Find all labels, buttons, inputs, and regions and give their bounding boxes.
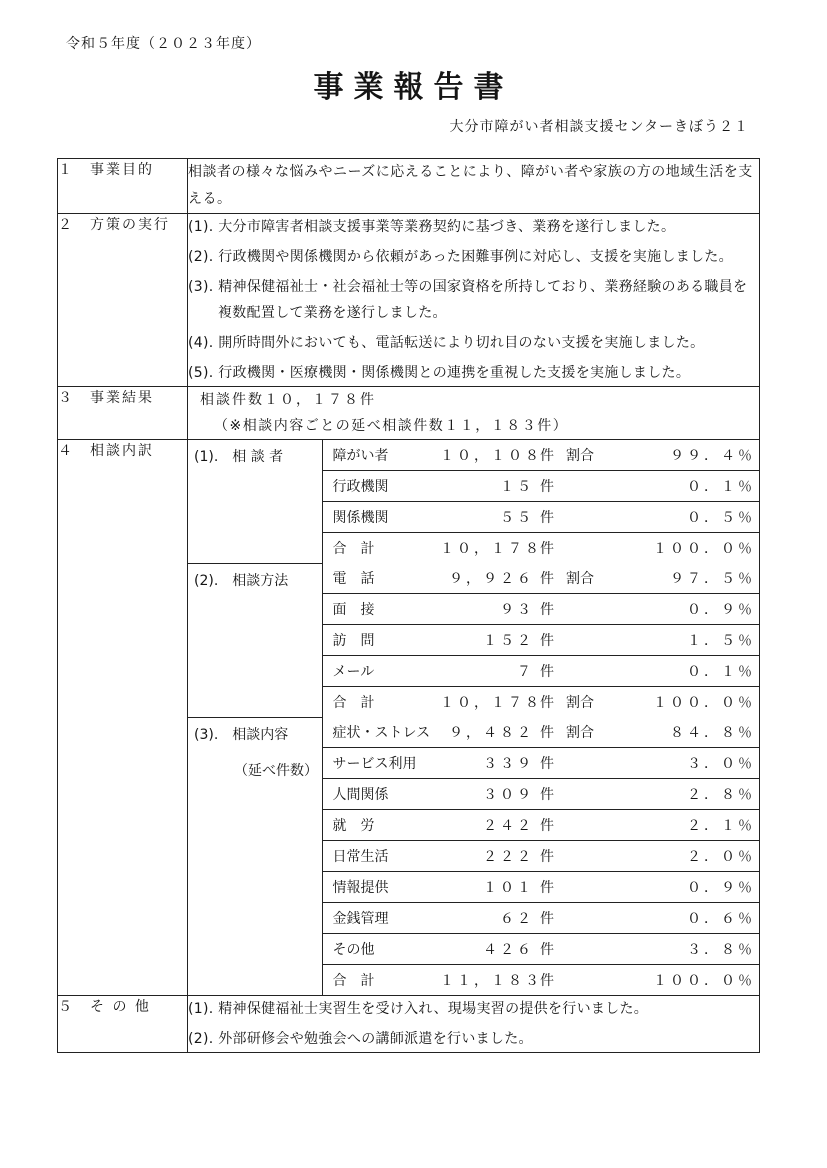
unit-cell: 件 xyxy=(536,502,560,533)
percent-cell: ０．９％ xyxy=(620,594,759,625)
section-breakdown xyxy=(58,440,760,996)
count-cell: １０１ xyxy=(440,872,536,903)
page-title: 事業報告書 xyxy=(313,70,514,105)
category-cell: 合 計 xyxy=(322,965,440,996)
group-label xyxy=(188,563,322,717)
unit-cell: 件 xyxy=(536,656,560,687)
count-cell: ３０９ xyxy=(440,779,536,810)
unit-cell: 件 xyxy=(536,717,560,748)
count-cell: １５ xyxy=(440,471,536,502)
breakdown-row xyxy=(188,563,759,594)
ratio-cell: 割合 xyxy=(560,440,620,471)
ratio-cell xyxy=(560,841,620,872)
policy-item: (4). 開所時間外においても、電話転送により切れ目のない支援を実施しました。 xyxy=(188,335,705,351)
category-cell: 合 計 xyxy=(322,533,440,564)
group-title: (2). 相談方法 xyxy=(194,572,289,589)
organization-name: 大分市障がい者相談支援センターきぼう２１ xyxy=(449,119,749,135)
section-results xyxy=(58,387,760,440)
percent-cell: １００．０％ xyxy=(653,695,755,711)
percent-cell: ９９．４％ xyxy=(620,440,759,471)
percent-cell: ３．０％ xyxy=(620,748,759,779)
section-other xyxy=(58,996,760,1053)
results-total: 相談件数１０，１７８件 xyxy=(200,392,376,408)
unit-cell: 件 xyxy=(536,779,560,810)
category-cell: 行政機関 xyxy=(322,471,440,502)
report-table xyxy=(57,158,760,1053)
count-cell: ７ xyxy=(440,656,536,687)
group-label xyxy=(188,440,322,563)
percent-cell: ０．６％ xyxy=(620,903,759,934)
unit-cell: 件 xyxy=(536,872,560,903)
count-cell: １１，１８３ xyxy=(440,973,542,989)
percent-cell: ２．０％ xyxy=(620,841,759,872)
percent-cell: ０．９％ xyxy=(620,872,759,903)
fiscal-year: 令和５年度（２０２３年度） xyxy=(66,36,261,52)
count-cell: １０，１７８ xyxy=(440,541,542,557)
category-cell: 情報提供 xyxy=(322,872,440,903)
ratio-cell xyxy=(560,965,620,996)
category-cell: 症状・ストレス xyxy=(322,717,440,748)
category-cell: 合 計 xyxy=(322,687,440,718)
ratio-cell xyxy=(560,934,620,965)
unit-cell: 件 xyxy=(536,810,560,841)
count-cell: ４２６ xyxy=(440,934,536,965)
ratio-cell xyxy=(560,779,620,810)
ratio-cell: 割合 xyxy=(566,695,594,711)
unit-cell: 件 xyxy=(540,695,554,711)
percent-cell: ２．８％ xyxy=(620,779,759,810)
breakdown-row xyxy=(188,440,759,471)
percent-cell: ０．１％ xyxy=(620,656,759,687)
percent-cell: ９７．５％ xyxy=(620,563,759,594)
section-label: ３ 事業結果 xyxy=(58,387,188,440)
unit-cell: 件 xyxy=(536,625,560,656)
count-cell: ３３９ xyxy=(440,748,536,779)
category-cell: 電 話 xyxy=(322,563,440,594)
other-item: (2). 外部研修会や勉強会への講師派遣を行いました。 xyxy=(188,1031,533,1047)
group-label xyxy=(188,717,322,995)
ratio-cell xyxy=(560,625,620,656)
category-cell: サービス利用 xyxy=(322,748,440,779)
unit-cell: 件 xyxy=(536,903,560,934)
breakdown-row xyxy=(188,717,759,748)
ratio-cell xyxy=(560,903,620,934)
count-cell: ６２ xyxy=(440,903,536,934)
count-cell: １０，１７８ xyxy=(440,695,542,711)
section-policy xyxy=(58,214,760,387)
purpose-text: 相談者の様々な悩みやニーズに応えることにより、障がい者や家族の方の地域生活を支える。 xyxy=(188,164,753,207)
category-cell: 日常生活 xyxy=(322,841,440,872)
group-sublabel: （延べ件数） xyxy=(234,762,318,779)
group-title: (3). 相談内容 xyxy=(194,726,289,743)
section-label: １ 事業目的 xyxy=(58,159,188,214)
ratio-cell xyxy=(560,533,620,564)
ratio-cell xyxy=(560,594,620,625)
ratio-cell xyxy=(560,471,620,502)
ratio-cell xyxy=(560,872,620,903)
count-cell: １５２ xyxy=(440,625,536,656)
category-cell: 面 接 xyxy=(322,594,440,625)
count-cell: ２２２ xyxy=(440,841,536,872)
ratio-cell: 割合 xyxy=(560,563,620,594)
policy-item: (3). 精神保健福祉士・社会福祉士等の国家資格を所持しており、業務経験のある職員を複数配置して業務を遂行しました。 xyxy=(188,279,748,321)
category-cell: 障がい者 xyxy=(322,440,440,471)
percent-cell: ０．５％ xyxy=(620,502,759,533)
unit-cell: 件 xyxy=(540,973,554,989)
category-cell: その他 xyxy=(322,934,440,965)
count-cell: ９，４８２ xyxy=(440,717,536,748)
category-cell: 関係機関 xyxy=(322,502,440,533)
ratio-cell: 割合 xyxy=(560,717,620,748)
count-cell: ９３ xyxy=(440,594,536,625)
percent-cell: １００．０％ xyxy=(653,973,755,989)
section-label: ２ 方策の実行 xyxy=(58,214,188,387)
percent-cell: ０．１％ xyxy=(620,471,759,502)
results-cumulative: （※相談内容ごとの延べ相談件数１１，１８３件） xyxy=(214,418,569,434)
ratio-cell xyxy=(560,656,620,687)
ratio-cell xyxy=(560,502,620,533)
section-label: ５ そ の 他 xyxy=(58,996,188,1053)
count-cell: ９，９２６ xyxy=(440,563,536,594)
unit-cell: 件 xyxy=(536,563,560,594)
count-cell: ２４２ xyxy=(440,810,536,841)
section-purpose xyxy=(58,159,760,214)
percent-cell: １．５％ xyxy=(620,625,759,656)
policy-item: (2). 行政機関や関係機関から依頼があった困難事例に対応し、支援を実施しました。 xyxy=(188,249,733,265)
policy-item: (5). 行政機関・医療機関・関係機関との連携を重視した支援を実施しました。 xyxy=(188,365,691,381)
category-cell: 金銭管理 xyxy=(322,903,440,934)
unit-cell: 件 xyxy=(536,748,560,779)
ratio-cell xyxy=(560,748,620,779)
unit-cell: 件 xyxy=(536,594,560,625)
breakdown-table xyxy=(188,440,759,995)
other-item: (1). 精神保健福祉士実習生を受け入れ、現場実習の提供を行いました。 xyxy=(188,1001,649,1017)
percent-cell: １００．０％ xyxy=(653,541,755,557)
percent-cell: ２．１％ xyxy=(620,810,759,841)
percent-cell: ３．８％ xyxy=(620,934,759,965)
unit-cell: 件 xyxy=(536,841,560,872)
unit-cell: 件 xyxy=(536,471,560,502)
ratio-cell xyxy=(560,810,620,841)
unit-cell: 件 xyxy=(536,440,560,471)
section-label: ４ 相談内訳 xyxy=(58,440,188,996)
policy-item: (1). 大分市障害者相談支援事業等業務契約に基づき、業務を遂行しました。 xyxy=(188,219,676,235)
count-cell: １０，１０８ xyxy=(440,440,536,471)
category-cell: 就 労 xyxy=(322,810,440,841)
count-cell: ５５ xyxy=(440,502,536,533)
percent-cell: ８４．８％ xyxy=(620,717,759,748)
category-cell: 訪 問 xyxy=(322,625,440,656)
category-cell: 人間関係 xyxy=(322,779,440,810)
unit-cell: 件 xyxy=(536,934,560,965)
unit-cell: 件 xyxy=(540,541,554,557)
group-title: (1). 相 談 者 xyxy=(194,449,284,465)
category-cell: メール xyxy=(322,656,440,687)
